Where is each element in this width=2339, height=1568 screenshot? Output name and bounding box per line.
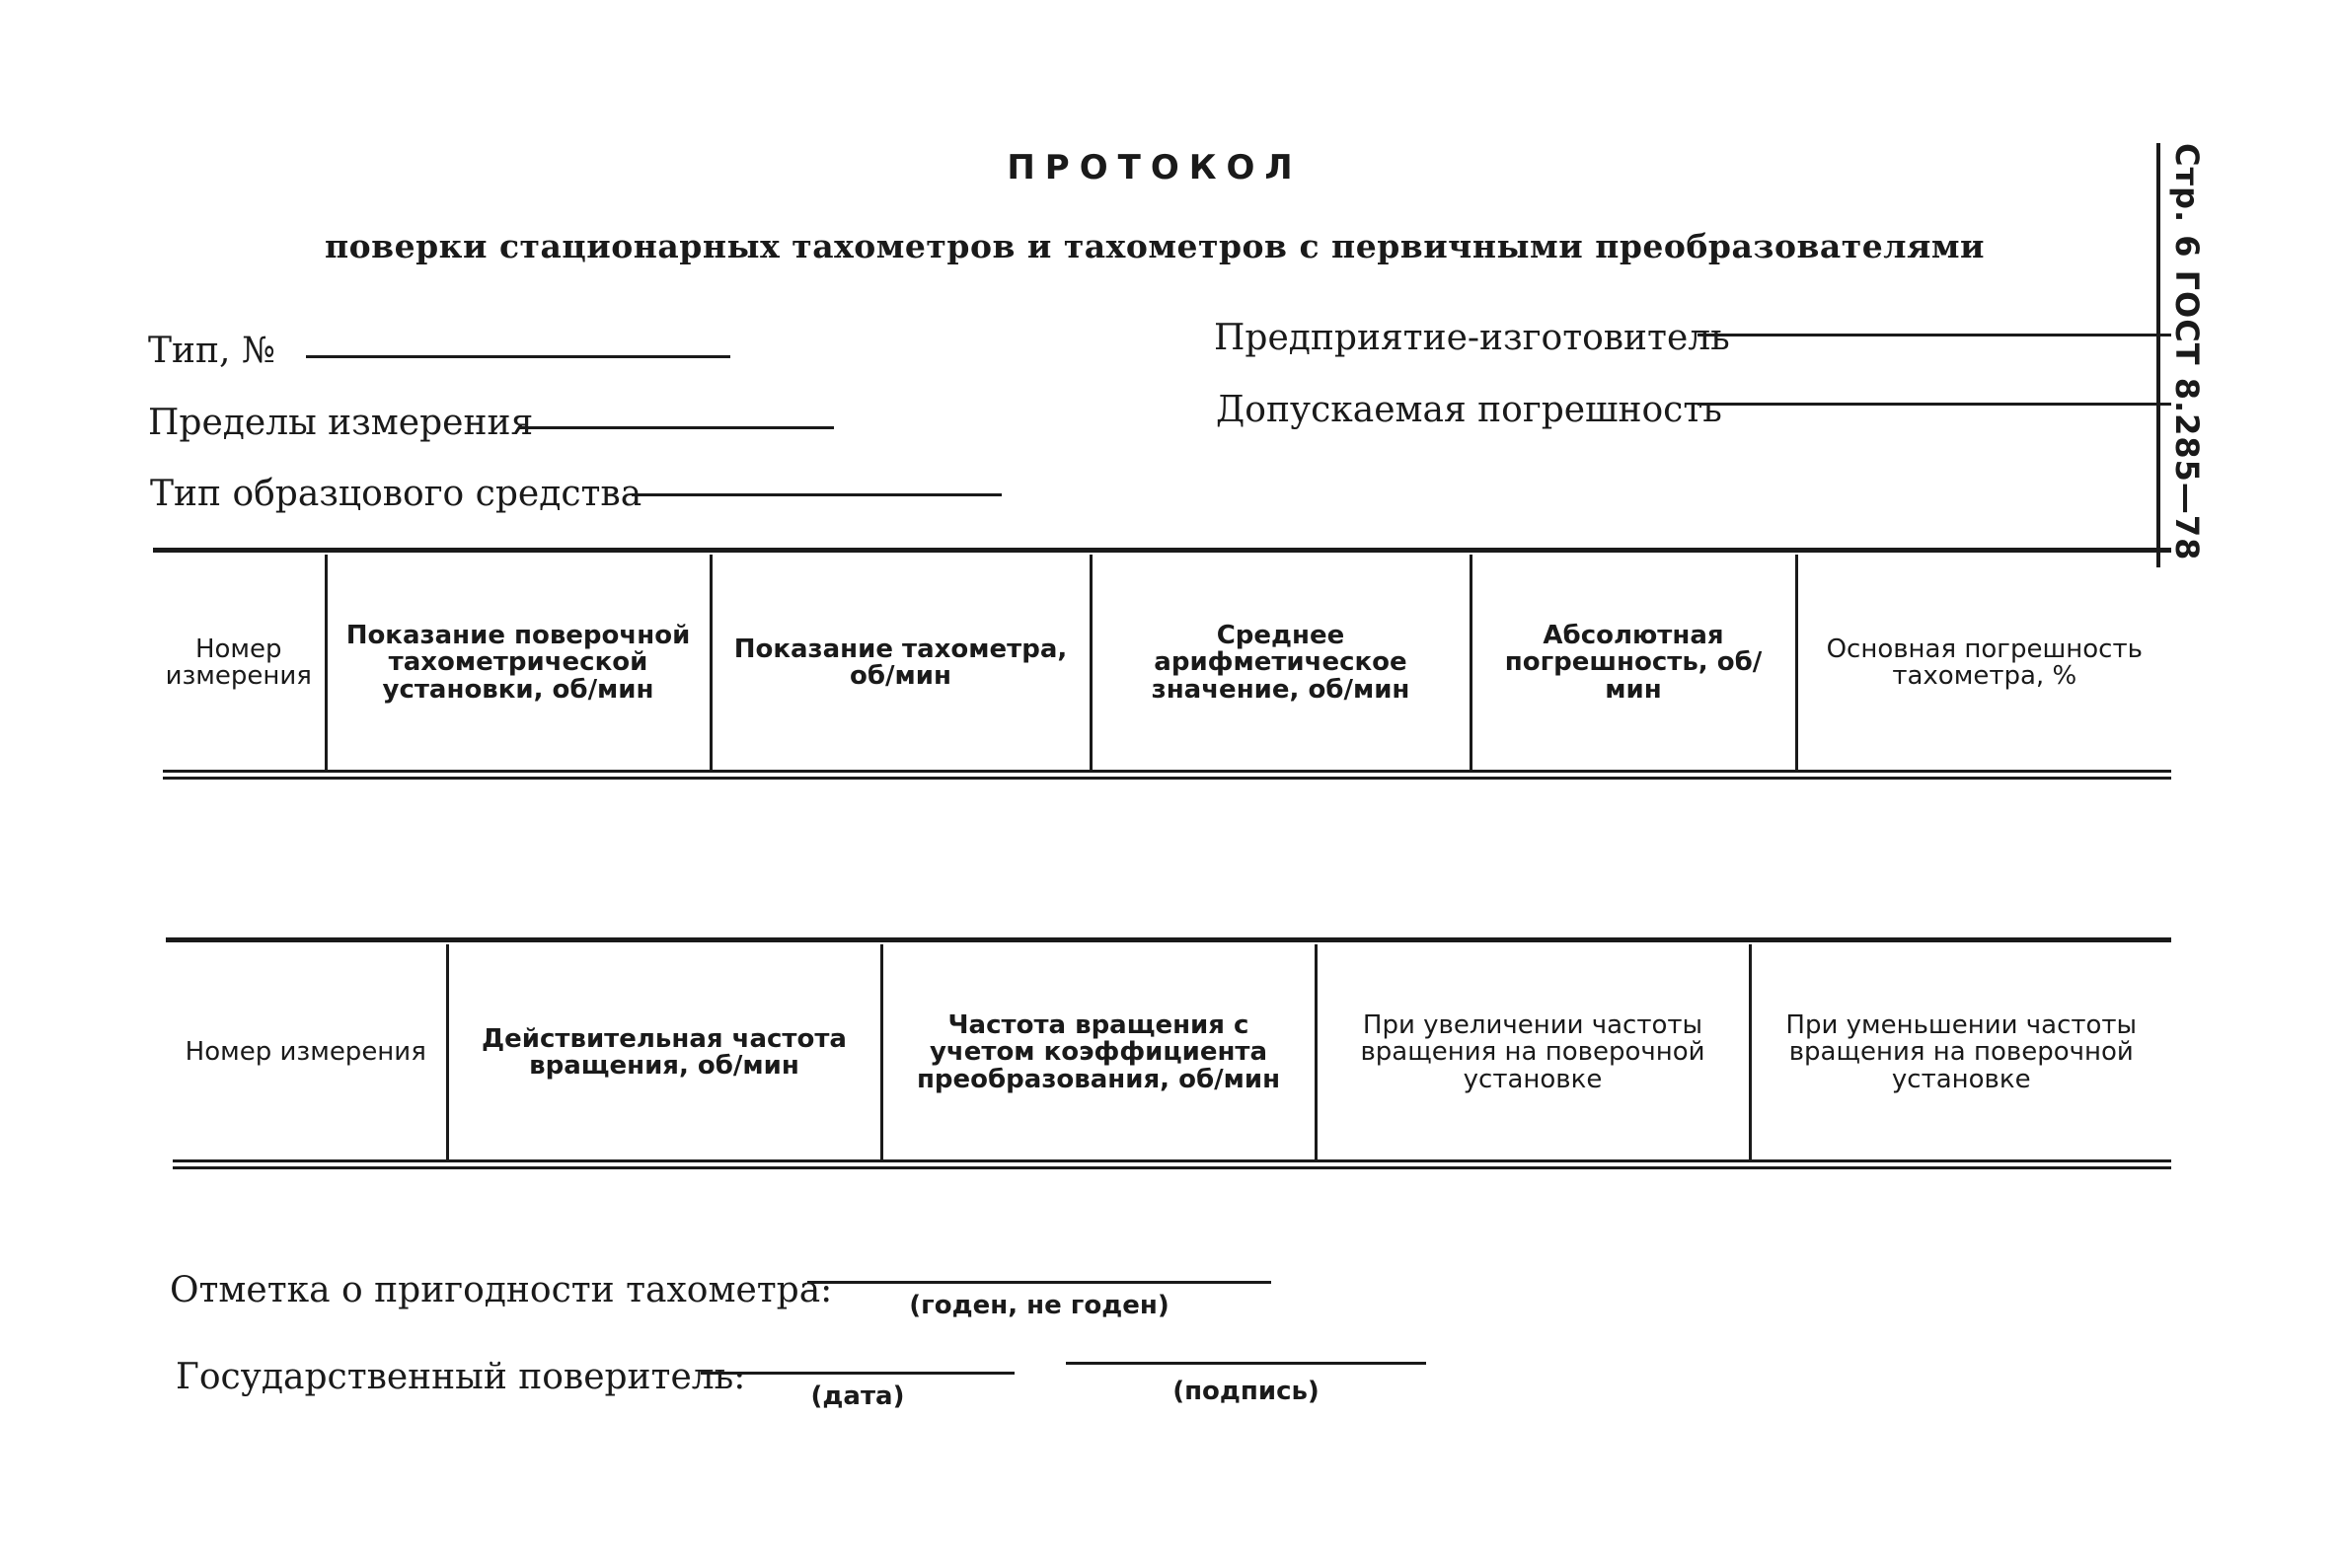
table1-col-reference-reading: Показание поверочной тахометрической установки, об/мин xyxy=(326,555,711,772)
side-page-label xyxy=(2156,143,2235,567)
suitability-hint: (годен, не годен) xyxy=(909,1291,1170,1320)
table2-header xyxy=(166,944,2171,1161)
table1-top-rule xyxy=(153,548,2171,553)
type-number-field[interactable] xyxy=(306,355,730,358)
tolerance-field[interactable] xyxy=(1698,403,2171,406)
signature-hint: (подпись) xyxy=(1172,1377,1320,1406)
side-label-text: Стр. 6 ГОСТ 8.285—78 xyxy=(2168,143,2206,561)
measure-limits-field[interactable] xyxy=(518,426,834,429)
suitability-label: Отметка о пригодности тахометра: xyxy=(170,1270,833,1310)
manufacturer-field[interactable] xyxy=(1698,334,2171,336)
table1-bottom-rule xyxy=(163,770,2171,780)
table2-col-measure-no: Номер измерения xyxy=(166,944,447,1161)
reference-type-label: Тип образцового средства xyxy=(150,474,642,514)
manufacturer-label: Предприятие-изготовитель xyxy=(1214,318,1730,358)
date-hint: (дата) xyxy=(810,1381,905,1411)
table2-col-actual-speed: Действительная частота вращения, об/мин xyxy=(447,944,881,1161)
page-subtitle: поверки стационарных тахометров и тахометров с первичными преобразователями xyxy=(324,227,1986,265)
tolerance-label: Допускаемая погрешность xyxy=(1216,390,1722,430)
measure-limits-label: Пределы измерения xyxy=(148,403,534,443)
table1-col-basic-error: Основная погрешность тахометра, % xyxy=(1796,555,2171,772)
page-title: ПРОТОКОЛ xyxy=(1007,148,1303,187)
table1-header xyxy=(153,555,2171,772)
table2-col-increasing: При увеличении частоты вращения на поверочной установке xyxy=(1316,944,1750,1161)
verifier-label: Государственный поверитель: xyxy=(176,1357,746,1397)
table1-col-tachometer-reading: Показание тахометра, об/мин xyxy=(711,555,1091,772)
table2-top-rule xyxy=(166,937,2171,942)
table2-col-converted-speed: Частота вращения с учетом коэффициента преобразования, об/мин xyxy=(881,944,1316,1161)
table1-col-absolute-error: Абсолютная погрешность, об/мин xyxy=(1471,555,1796,772)
suitability-field[interactable] xyxy=(807,1281,1271,1284)
date-field[interactable] xyxy=(701,1372,1015,1375)
table1-col-mean-value: Среднее арифметическое значение, об/мин xyxy=(1091,555,1471,772)
table2-bottom-rule xyxy=(173,1159,2171,1169)
table2-col-decreasing: При уменьшении частоты вращения на поверочной установке xyxy=(1750,944,2171,1161)
reference-type-field[interactable] xyxy=(632,493,1002,496)
signature-field[interactable] xyxy=(1066,1362,1426,1365)
table1-col-measure-no: Номер измерения xyxy=(153,555,326,772)
type-number-label: Тип, № xyxy=(148,331,275,371)
